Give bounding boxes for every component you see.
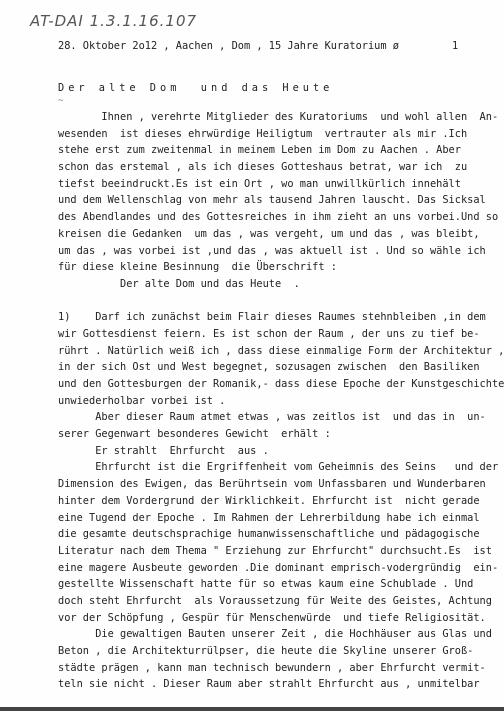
text-line: des Abendlandes und des Gottesreiches in ihm zieht an uns vorbei.Und so	[58, 211, 499, 224]
paragraph-gap	[58, 293, 498, 310]
text-line: die gesamte deutschsprachige humanwissenschaftliche und pädagogische	[58, 528, 480, 541]
archive-stamp: AT-DAI 1.3.1.16.107	[30, 12, 198, 30]
text-line: und dem Wellenschlag von mehr als tausend Jahren lauscht. Das Sicksal	[58, 194, 486, 207]
text-line: doch steht Ehrfurcht als Voraussetzung für Weite des Geistes, Achtung	[58, 594, 492, 607]
text-line: rührt . Natürlich weiß ich , dass diese einmalige Form der Architektur ,	[58, 344, 504, 357]
text-line: eine magere Ausbeute geworden .Die dominant emprisch-vodergründig ein-	[58, 561, 499, 574]
text-line: vor der Schöpfung , Gespür für Menschenwürde und tiefe Religiosität.	[58, 611, 486, 624]
text-line: hinter dem Vordergrund der Wirklichkeit. Ehrfurcht ist nicht gerade	[58, 494, 480, 507]
text-line: Aber dieser Raum atmet etwas , was zeitlos ist und das in un-	[58, 411, 486, 424]
text-line: 1) Darf ich zunächst beim Flair dieses Raumes stehnbleiben ,in dem	[58, 311, 486, 324]
text-line: und den Gottesburgen der Romanik,- dass diese Epoche der Kunstgeschichte	[58, 378, 504, 390]
text-line: wesenden ist dieses ehrwürdige Heiligtum vertrauter als mir .Ich	[58, 127, 468, 140]
text-line: für diese kleine Besinnung die Überschrift :	[58, 261, 337, 274]
text-line: stehe erst zum zweitenmal in meinem Leben im Dom zu Aachen . Aber	[58, 144, 461, 157]
text-line: serer Gegenwart besonderes Gewicht erhält :	[58, 428, 331, 441]
text-line: Ihnen , verehrte Mitglieder des Kuratoriums und wohl allen An-	[58, 111, 499, 123]
page-number: 1	[452, 40, 459, 52]
text-line: schon das erstemal , als ich dieses Gotteshaus betrat, war ich zu	[58, 161, 468, 174]
text-line: Der alte Dom und das Heute .	[58, 277, 300, 290]
text-line: tiefst beeindruckt.Es ist ein Ort , wo man unwillkürlich innehält	[58, 177, 461, 190]
text-line: Dimension des Ewigen, das Berührtsein vom Unfassbaren und Wunderbaren	[58, 478, 486, 491]
text-line: Die gewaltigen Bauten unserer Zeit , die Hochhäuser aus Glas und	[58, 628, 492, 641]
text-line: eine Tugend der Epoche . Im Rahmen der Lehrerbildung habe ich einmal	[58, 511, 480, 524]
text-line: gestellte Wissenschaft hatte für so etwas kaum eine Schublade . Und	[58, 578, 474, 591]
text-line: um das , was vorbei ist ,und das , was aktuell ist . Und so wähle ich	[58, 244, 486, 257]
header-line: 28. Oktober 2o12 , Aachen , Dom , 15 Jahre Kuratorium ø	[58, 40, 399, 52]
text-line: Literatur nach dem Thema " Erziehung zur Ehrfurcht" durchsucht.Es ist	[58, 544, 492, 557]
text-line: in der sich Ost und West begegnet, sozusagen zwischen den Basiliken	[58, 361, 480, 374]
document-body	[58, 109, 504, 693]
dash-mark: ~	[58, 96, 64, 106]
page-bottom-edge	[0, 707, 504, 711]
text-line: teln sie nicht . Dieser Raum aber strahlt Ehrfurcht aus , unmitelbar	[58, 678, 480, 691]
text-line: Er strahlt Ehrfurcht aus .	[58, 444, 269, 457]
text-line: kreisen die Gedanken um das , was vergeht, um und das , was bleibt,	[58, 227, 480, 240]
text-line: Beton , die Architekturrülpser, die heute die Skyline unserer Groß-	[58, 645, 474, 657]
document-title: Der alte Dom und das Heute	[58, 82, 334, 94]
text-line: städte prägen , kann man technisch bewundern , aber Ehrfurcht vermit-	[58, 661, 486, 674]
text-line: unwiederholbar vorbei ist .	[58, 394, 226, 407]
text-line: wir Gottesdienst feiern. Es ist schon der Raum , der uns zu tief be-	[58, 327, 480, 340]
text-line: Ehrfurcht ist die Ergriffenheit vom Geheimnis des Seins und der	[58, 461, 499, 474]
